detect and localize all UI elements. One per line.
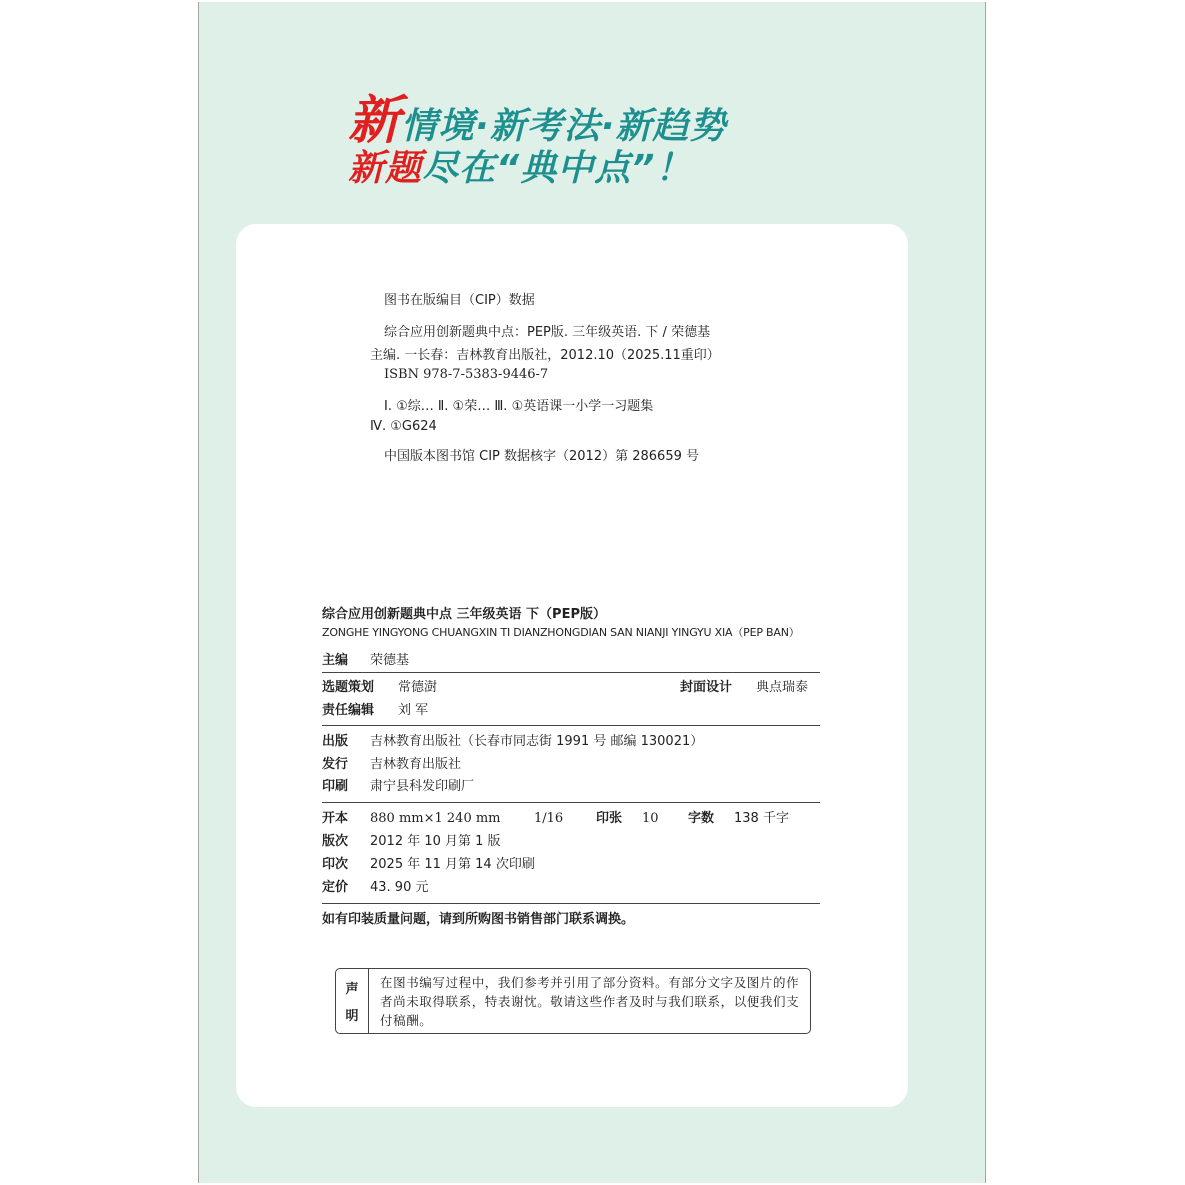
edition-value: 2012 年 10 月第 1 版 [370,834,501,849]
declaration-label [336,969,369,1033]
book-title-cn: 综合应用创新题典中点 三年级英语 下（PEP版） [322,607,606,622]
format-value: 880 mm×1 240 mm [370,811,501,826]
distributor-value: 吉林教育出版社 [370,757,462,772]
cip-classification-2: Ⅳ. ①G624 [370,419,437,434]
editor-label: 主编 [322,653,349,668]
responsible-editor-label: 责任编辑 [322,703,375,718]
publisher-label: 出版 [322,734,349,749]
cip-verify-number: 中国版本图书馆 CIP 数据核字（2012）第 286659 号 [384,449,699,464]
slogan-text-2: 尽在“典中点”！ [422,148,693,189]
slogan-text: 情境·新考法·新趋势 [401,106,727,147]
cover-design-label: 封面设计 [680,680,733,695]
divider [322,802,820,803]
cip-line-1: 综合应用创新题典中点：PEP版. 三年级英语. 下 / 荣德基 [384,325,711,340]
publisher-value: 吉林教育出版社（长春市同志街 1991 号 邮编 130021） [370,734,704,749]
responsible-editor-value: 刘 军 [398,703,429,718]
edition-label: 版次 [322,834,349,849]
cip-line-2: 主编. 一长春：吉林教育出版社，2012.10（2025.11重印） [370,348,720,363]
editor-value: 荣德基 [370,653,410,668]
cip-isbn: ISBN 978-7-5383-9446-7 [384,367,549,382]
format-fraction: 1/16 [534,811,564,826]
quality-note: 如有印装质量问题，请到所购图书销售部门联系调换。 [322,912,635,927]
slogan-highlight: 新 [348,91,402,151]
distributor-label: 发行 [322,757,349,772]
printing-value: 2025 年 11 月第 14 次印刷 [370,857,535,872]
word-count-value: 138 千字 [734,811,789,826]
printer-value: 肃宁县科发印刷厂 [370,779,475,794]
price-value: 43. 90 元 [370,880,429,895]
cover-design-value: 典点瑞泰 [756,680,809,695]
sheets-label: 印张 [596,811,623,826]
planner-value: 常德澍 [398,680,438,695]
book-title-pinyin: ZONGHE YINGYONG CHUANGXIN TI DIANZHONGDIAN SAN NIANJI YINGYU XIA（PEP BAN） [322,626,800,639]
divider [322,725,820,726]
slogan-highlight-2: 新题 [348,148,423,189]
format-label: 开本 [322,811,349,826]
slogan-line-2 [348,140,692,191]
divider [322,903,820,904]
divider [322,672,820,673]
declaration-label-char-1: 声 [345,982,359,997]
sheets-value: 10 [642,811,659,826]
word-count-label: 字数 [688,811,715,826]
cip-classification-1: Ⅰ. ①综… Ⅱ. ①荣… Ⅲ. ①英语课一小学一习题集 [384,399,654,414]
declaration-label-char-2: 明 [345,1009,359,1024]
price-label: 定价 [322,880,349,895]
declaration-text: 在图书编写过程中，我们参考并引用了部分资料。有部分文字及图片的作者尚未取得联系，特表谢忱。敬请这些作者及时与我们联系，以便我们支付稿酬。 [380,975,800,1028]
cip-heading: 图书在版编目（CIP）数据 [384,293,535,308]
printing-label: 印次 [322,857,349,872]
declaration-box [335,968,811,1034]
printer-label: 印刷 [322,779,349,794]
planner-label: 选题策划 [322,680,375,695]
